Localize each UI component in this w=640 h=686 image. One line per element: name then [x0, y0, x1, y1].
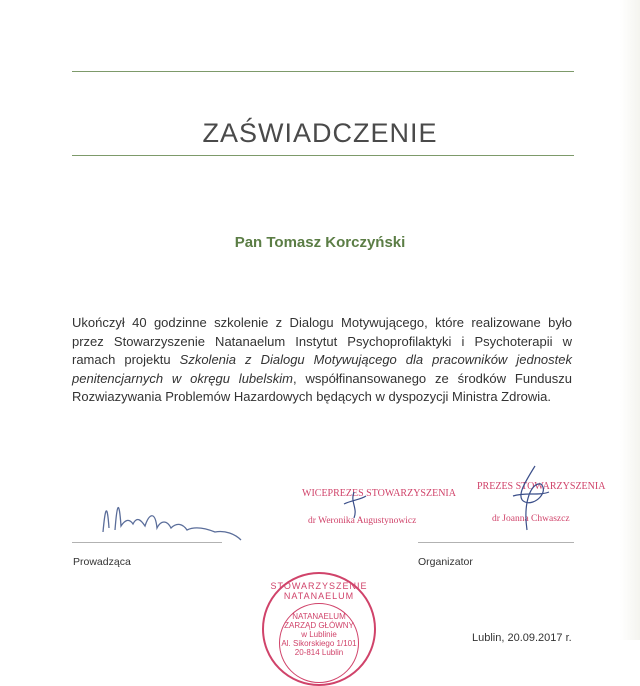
- trainer-label: Prowadząca: [73, 556, 131, 568]
- signature-line-left: [72, 542, 222, 543]
- document-title: ZAŚWIADCZENIE: [202, 118, 438, 148]
- vice-title-stamp: WICEPREZES STOWARZYSZENIA: [302, 488, 456, 499]
- official-seal: STOWARZYSZENIE NATANAELUM NATANAELUM ZARZĄD GŁÓWNY w Lublinie Al. Sikorskiego 1/101 20-814 Lublin: [262, 572, 376, 686]
- president-name-stamp: dr Joanna Chwaszcz: [492, 514, 570, 524]
- title-rule: [72, 155, 574, 156]
- president-title-stamp: PREZES STOWARZYSZENIA: [477, 481, 606, 492]
- president-signature: [505, 462, 555, 532]
- project-name: Szkolenia z Dialogu Motywującego dla pracowników jednostek penitencjarnych w okręgu lubelskim: [72, 352, 572, 386]
- recipient-name: Pan Tomasz Korczyński: [234, 234, 406, 251]
- certificate-body: Ukończył 40 godzinne szkolenie z Dialogu Motywującego, które realizowane było przez Stowarzyszenie Natanaelum Instytut Psychoprofilaktyki i Psychoterapii w ramach projektu Szkolenia z Dialogu Motywującego dla pracowników jednostek penitencjarnych w okręgu lubelskim, współfinansowanego ze środków Funduszu Rozwiazywania Problemów Hazardowych będących w dyspozycji Ministra Zdrowia.: [72, 315, 572, 404]
- page-edge: [620, 0, 640, 640]
- organizer-label: Organizator: [418, 556, 473, 568]
- vice-signature: [340, 490, 370, 520]
- signature-line-right: [418, 542, 574, 543]
- issue-date: Lublin, 20.09.2017 r.: [472, 632, 572, 644]
- top-rule: [72, 71, 574, 72]
- vice-name-stamp: dr Weronika Augustynowicz: [308, 516, 417, 526]
- trainer-signature: [95, 490, 255, 550]
